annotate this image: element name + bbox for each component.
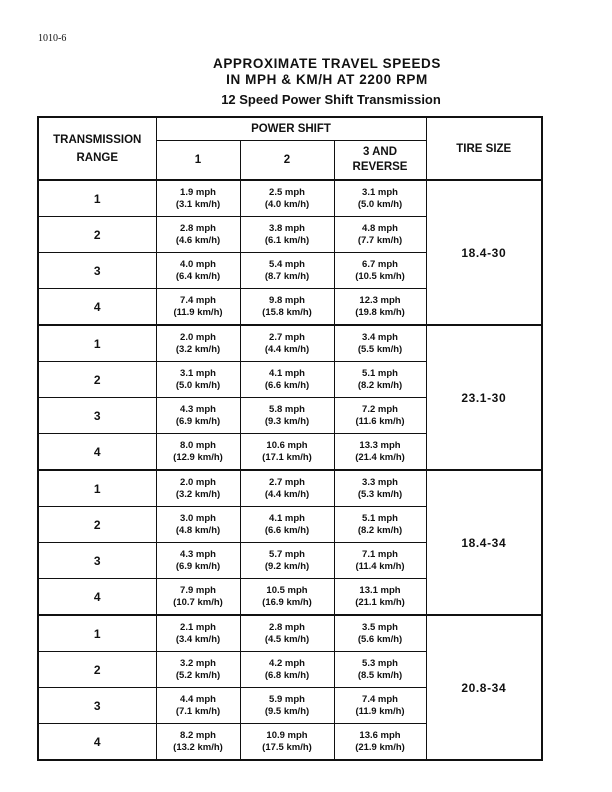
speed-kmh: (21.4 km/h) [355, 451, 405, 463]
speed-cell [240, 253, 334, 289]
speed-cell [334, 543, 426, 579]
speed-kmh: (8.7 km/h) [264, 270, 310, 282]
speed-cell [156, 180, 240, 217]
speed-mph: 9.8 mph [269, 294, 305, 306]
speed-kmh: (6.9 km/h) [175, 560, 221, 572]
speed-cell [240, 652, 334, 688]
speed-cell [334, 579, 426, 616]
speed-mph: 5.1 mph [362, 512, 398, 524]
speed-cell [240, 398, 334, 434]
range-cell: 2 [38, 507, 156, 543]
table-row [38, 615, 542, 652]
speed-cell [334, 180, 426, 217]
header-power-shift: POWER SHIFT [156, 117, 426, 141]
speed-mph: 2.5 mph [269, 186, 305, 198]
speed-cell [240, 688, 334, 724]
speed-cell [156, 688, 240, 724]
header-col-3 [334, 141, 426, 181]
range-cell: 4 [38, 579, 156, 616]
header-tire-size: TIRE SIZE [426, 117, 542, 180]
speed-mph: 5.8 mph [269, 403, 305, 415]
header-range-line-1: TRANSMISSION [53, 133, 142, 146]
header-col-3-line-1: 3 AND [362, 146, 398, 158]
header-col-1: 1 [156, 141, 240, 181]
speed-cell [156, 325, 240, 362]
speed-kmh: (5.2 km/h) [175, 669, 221, 681]
speed-cell [334, 217, 426, 253]
speed-kmh: (13.2 km/h) [173, 741, 223, 753]
page-number: 1010-6 [38, 33, 67, 44]
speed-mph: 3.1 mph [180, 367, 216, 379]
table-body [38, 180, 542, 760]
speed-mph: 4.8 mph [362, 222, 398, 234]
speed-kmh: (17.1 km/h) [262, 451, 312, 463]
speed-cell [240, 362, 334, 398]
speed-kmh: (9.5 km/h) [264, 705, 310, 717]
speed-cell [240, 579, 334, 616]
speed-mph: 5.3 mph [362, 657, 398, 669]
range-cell: 2 [38, 652, 156, 688]
speed-mph: 7.2 mph [362, 403, 398, 415]
speed-kmh: (4.4 km/h) [264, 488, 310, 500]
speed-mph: 2.0 mph [180, 331, 216, 343]
speed-mph: 10.6 mph [266, 439, 308, 451]
speed-kmh: (12.9 km/h) [173, 451, 223, 463]
speed-cell [240, 615, 334, 652]
range-cell: 1 [38, 615, 156, 652]
speed-kmh: (6.4 km/h) [175, 270, 221, 282]
speed-kmh: (15.8 km/h) [262, 306, 312, 318]
speed-mph: 13.6 mph [359, 729, 401, 741]
speed-cell [334, 434, 426, 471]
speed-cell [156, 289, 240, 326]
speed-mph: 2.8 mph [180, 222, 216, 234]
speed-cell [334, 362, 426, 398]
speed-cell [334, 652, 426, 688]
speed-cell [240, 724, 334, 761]
speed-kmh: (3.2 km/h) [175, 488, 221, 500]
speed-cell [334, 507, 426, 543]
speed-kmh: (4.0 km/h) [264, 198, 310, 210]
speed-cell [156, 507, 240, 543]
speed-mph: 13.3 mph [359, 439, 401, 451]
range-cell: 3 [38, 398, 156, 434]
speed-cell [240, 180, 334, 217]
speed-kmh: (5.3 km/h) [357, 488, 403, 500]
speed-kmh: (5.0 km/h) [357, 198, 403, 210]
speed-cell [156, 253, 240, 289]
speed-kmh: (11.6 km/h) [355, 415, 405, 427]
speed-kmh: (6.8 km/h) [264, 669, 310, 681]
speed-mph: 3.4 mph [362, 331, 398, 343]
speed-mph: 3.2 mph [180, 657, 216, 669]
range-cell: 4 [38, 289, 156, 326]
speed-cell [240, 434, 334, 471]
speed-mph: 2.7 mph [269, 476, 305, 488]
speed-cell [334, 688, 426, 724]
travel-speed-table [37, 116, 543, 761]
speed-mph: 2.0 mph [180, 476, 216, 488]
speed-mph: 7.4 mph [362, 693, 398, 705]
speed-kmh: (6.6 km/h) [264, 524, 310, 536]
speed-mph: 13.1 mph [359, 584, 401, 596]
speed-mph: 2.1 mph [180, 621, 216, 633]
subtitle: 12 Speed Power Shift Transmission [221, 92, 441, 107]
speed-kmh: (10.7 km/h) [173, 596, 223, 608]
speed-kmh: (4.6 km/h) [175, 234, 221, 246]
speed-kmh: (5.6 km/h) [357, 633, 403, 645]
speed-cell [334, 325, 426, 362]
speed-cell [156, 579, 240, 616]
speed-cell [334, 398, 426, 434]
speed-mph: 5.1 mph [362, 367, 398, 379]
speed-kmh: (7.1 km/h) [175, 705, 221, 717]
speed-kmh: (3.1 km/h) [175, 198, 221, 210]
speed-mph: 3.8 mph [269, 222, 305, 234]
range-cell: 2 [38, 217, 156, 253]
speed-kmh: (11.9 km/h) [173, 306, 223, 318]
speed-cell [240, 470, 334, 507]
speed-mph: 5.4 mph [269, 258, 305, 270]
speed-mph: 4.2 mph [269, 657, 305, 669]
speed-mph: 10.9 mph [266, 729, 308, 741]
speed-kmh: (6.1 km/h) [264, 234, 310, 246]
speed-kmh: (9.2 km/h) [264, 560, 310, 572]
speed-kmh: (8.2 km/h) [357, 524, 403, 536]
title-block [0, 56, 612, 109]
speed-mph: 2.8 mph [269, 621, 305, 633]
speed-mph: 1.9 mph [180, 186, 216, 198]
speed-cell [240, 325, 334, 362]
speed-cell [156, 724, 240, 761]
speed-cell [240, 543, 334, 579]
tire-size-cell: 23.1-30 [426, 325, 542, 470]
speed-mph: 2.7 mph [269, 331, 305, 343]
title-line-1: APPROXIMATE TRAVEL SPEEDS [212, 56, 442, 71]
speed-mph: 3.3 mph [362, 476, 398, 488]
speed-mph: 10.5 mph [266, 584, 308, 596]
tire-size-cell: 18.4-34 [426, 470, 542, 615]
speed-kmh: (4.5 km/h) [264, 633, 310, 645]
range-cell: 4 [38, 724, 156, 761]
speed-mph: 3.1 mph [362, 186, 398, 198]
speed-mph: 12.3 mph [359, 294, 401, 306]
speed-cell [240, 217, 334, 253]
speed-kmh: (10.5 km/h) [355, 270, 405, 282]
speed-mph: 8.2 mph [180, 729, 216, 741]
speed-kmh: (8.2 km/h) [357, 379, 403, 391]
speed-mph: 3.0 mph [180, 512, 216, 524]
range-cell: 3 [38, 253, 156, 289]
speed-mph: 4.4 mph [180, 693, 216, 705]
speed-kmh: (3.4 km/h) [175, 633, 221, 645]
speed-kmh: (11.4 km/h) [355, 560, 405, 572]
speed-mph: 6.7 mph [362, 258, 398, 270]
speed-cell [334, 253, 426, 289]
speed-cell [334, 724, 426, 761]
header-range-line-2: RANGE [76, 151, 119, 164]
range-cell: 3 [38, 543, 156, 579]
speed-kmh: (19.8 km/h) [355, 306, 405, 318]
speed-cell [334, 470, 426, 507]
speed-cell [156, 470, 240, 507]
speed-cell [334, 615, 426, 652]
range-cell: 1 [38, 325, 156, 362]
tire-size-cell: 18.4-30 [426, 180, 542, 325]
speed-mph: 4.3 mph [180, 548, 216, 560]
header-transmission-range [38, 117, 156, 180]
speed-cell [156, 615, 240, 652]
speed-mph: 5.9 mph [269, 693, 305, 705]
speed-mph: 4.0 mph [180, 258, 216, 270]
speed-mph: 4.1 mph [269, 367, 305, 379]
tire-size-cell: 20.8-34 [426, 615, 542, 760]
speed-mph: 7.9 mph [180, 584, 216, 596]
speed-cell [240, 289, 334, 326]
speed-kmh: (9.3 km/h) [264, 415, 310, 427]
speed-kmh: (3.2 km/h) [175, 343, 221, 355]
speed-mph: 5.7 mph [269, 548, 305, 560]
title-line-2: IN MPH & KM/H AT 2200 RPM [226, 72, 428, 87]
range-cell: 2 [38, 362, 156, 398]
speed-mph: 8.0 mph [180, 439, 216, 451]
table-row [38, 180, 542, 217]
speed-mph: 4.1 mph [269, 512, 305, 524]
speed-cell [334, 289, 426, 326]
speed-kmh: (5.0 km/h) [175, 379, 221, 391]
speed-kmh: (4.8 km/h) [175, 524, 221, 536]
speed-mph: 7.4 mph [180, 294, 216, 306]
table-row [38, 470, 542, 507]
speed-cell [156, 398, 240, 434]
speed-kmh: (11.9 km/h) [355, 705, 405, 717]
speed-mph: 3.5 mph [362, 621, 398, 633]
speed-mph: 7.1 mph [362, 548, 398, 560]
speed-kmh: (21.1 km/h) [355, 596, 405, 608]
speed-kmh: (7.7 km/h) [357, 234, 403, 246]
speed-cell [156, 217, 240, 253]
speed-kmh: (8.5 km/h) [357, 669, 403, 681]
speed-kmh: (21.9 km/h) [355, 741, 405, 753]
header-col-2: 2 [240, 141, 334, 181]
speed-kmh: (16.9 km/h) [262, 596, 312, 608]
range-cell: 3 [38, 688, 156, 724]
speed-cell [156, 434, 240, 471]
range-cell: 4 [38, 434, 156, 471]
range-cell: 1 [38, 180, 156, 217]
range-cell: 1 [38, 470, 156, 507]
table-row [38, 325, 542, 362]
speed-kmh: (6.6 km/h) [264, 379, 310, 391]
speed-mph: 4.3 mph [180, 403, 216, 415]
speed-kmh: (17.5 km/h) [262, 741, 312, 753]
speed-cell [156, 652, 240, 688]
header-col-3-line-2: REVERSE [352, 161, 408, 173]
speed-cell [156, 362, 240, 398]
speed-kmh: (4.4 km/h) [264, 343, 310, 355]
speed-kmh: (6.9 km/h) [175, 415, 221, 427]
speed-cell [240, 507, 334, 543]
speed-cell [156, 543, 240, 579]
speed-kmh: (5.5 km/h) [357, 343, 403, 355]
